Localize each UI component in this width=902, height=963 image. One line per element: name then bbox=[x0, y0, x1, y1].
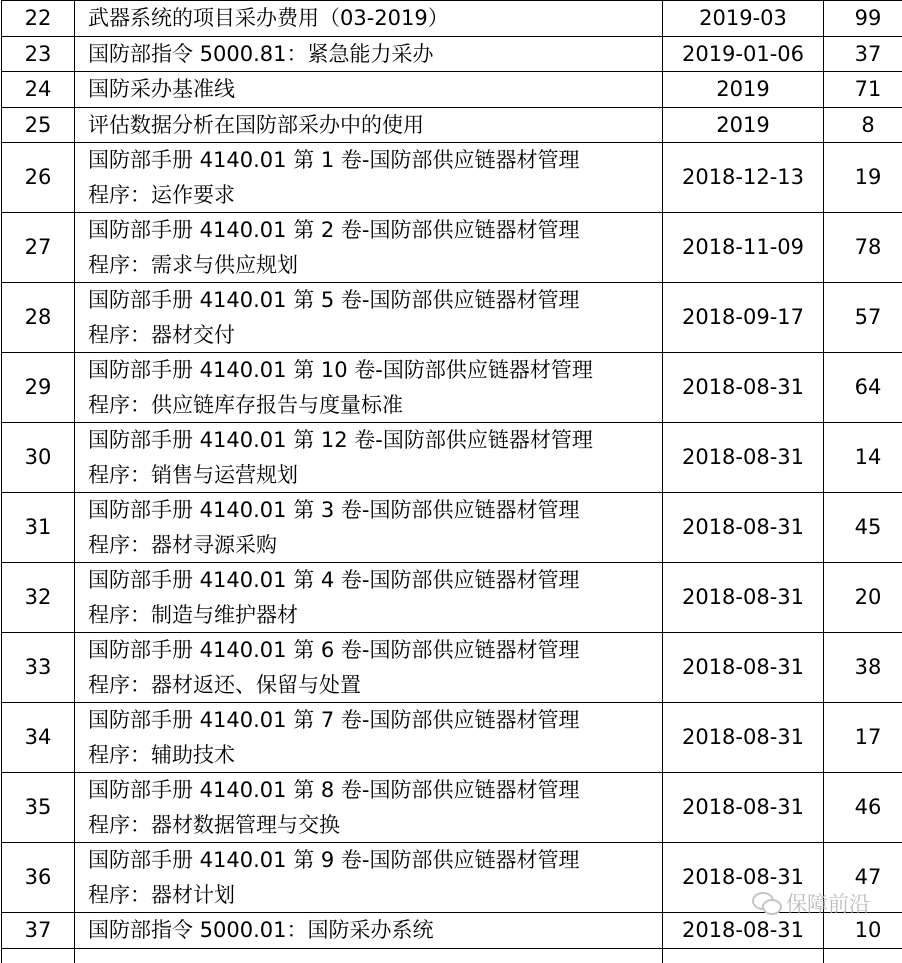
title-cell: 国防部手册 4140.01 第 2 卷-国防部供应链器材管理 程序：需求与供应规划 bbox=[75, 213, 663, 283]
table-row bbox=[2, 423, 902, 493]
pages-cell: 46 bbox=[824, 773, 902, 843]
table-row bbox=[2, 633, 902, 703]
row-number-cell: 28 bbox=[2, 283, 75, 353]
pages-cell: 38 bbox=[824, 633, 902, 703]
date-cell: 2018-08-31 bbox=[663, 563, 824, 633]
table-row bbox=[2, 143, 902, 213]
row-number-cell: 32 bbox=[2, 563, 75, 633]
pages-cell: 45 bbox=[824, 493, 902, 563]
title-cell: 国防采办基准线 bbox=[75, 72, 663, 108]
title-cell: 国防部手册 4140.01 第 10 卷-国防部供应链器材管理 程序：供应链库存报告与度量标准 bbox=[75, 353, 663, 423]
table-row bbox=[2, 773, 902, 843]
empty-cell bbox=[824, 948, 902, 963]
pages-cell: 8 bbox=[824, 107, 902, 143]
date-cell: 2018-08-31 bbox=[663, 843, 824, 913]
title-cell: 国防部手册 4140.01 第 3 卷-国防部供应链器材管理 程序：器材寻源采购 bbox=[75, 493, 663, 563]
title-cell: 武器系统的项目采办费用（03-2019） bbox=[75, 1, 663, 37]
table-body bbox=[2, 1, 902, 963]
empty-cell bbox=[75, 948, 663, 963]
row-number-cell: 23 bbox=[2, 36, 75, 72]
pages-cell: 71 bbox=[824, 72, 902, 108]
date-cell: 2019-03 bbox=[663, 1, 824, 37]
title-cell: 国防部手册 4140.01 第 9 卷-国防部供应链器材管理 程序：器材计划 bbox=[75, 843, 663, 913]
date-cell: 2019 bbox=[663, 72, 824, 108]
row-number-cell: 35 bbox=[2, 773, 75, 843]
date-cell: 2018-08-31 bbox=[663, 703, 824, 773]
row-number-cell: 33 bbox=[2, 633, 75, 703]
date-cell: 2019 bbox=[663, 107, 824, 143]
table-row bbox=[2, 493, 902, 563]
pages-cell: 37 bbox=[824, 36, 902, 72]
date-cell: 2018-08-31 bbox=[663, 423, 824, 493]
pages-cell: 19 bbox=[824, 143, 902, 213]
title-cell: 评估数据分析在国防部采办中的使用 bbox=[75, 107, 663, 143]
title-cell: 国防部手册 4140.01 第 1 卷-国防部供应链器材管理 程序：运作要求 bbox=[75, 143, 663, 213]
table-row bbox=[2, 353, 902, 423]
pages-cell: 99 bbox=[824, 1, 902, 37]
row-number-cell: 31 bbox=[2, 493, 75, 563]
document-table bbox=[1, 0, 902, 963]
date-cell: 2018-12-13 bbox=[663, 143, 824, 213]
pages-cell: 10 bbox=[824, 913, 902, 949]
title-cell: 国防部指令 5000.81：紧急能力采办 bbox=[75, 36, 663, 72]
table-row bbox=[2, 107, 902, 143]
table-row bbox=[2, 72, 902, 108]
title-cell: 国防部手册 4140.01 第 7 卷-国防部供应链器材管理 程序：辅助技术 bbox=[75, 703, 663, 773]
title-cell: 国防部手册 4140.01 第 4 卷-国防部供应链器材管理 程序：制造与维护器材 bbox=[75, 563, 663, 633]
table-row bbox=[2, 36, 902, 72]
pages-cell: 57 bbox=[824, 283, 902, 353]
wechat-icon bbox=[752, 890, 782, 916]
watermark bbox=[752, 888, 870, 918]
pages-cell: 47 bbox=[824, 843, 902, 913]
date-cell: 2019-01-06 bbox=[663, 36, 824, 72]
watermark-text: 保障前沿 bbox=[786, 888, 870, 918]
empty-cell bbox=[2, 948, 75, 963]
title-cell: 国防部手册 4140.01 第 6 卷-国防部供应链器材管理 程序：器材返还、保留与处置 bbox=[75, 633, 663, 703]
date-cell: 2018-08-31 bbox=[663, 353, 824, 423]
date-cell: 2018-11-09 bbox=[663, 213, 824, 283]
date-cell: 2018-08-31 bbox=[663, 633, 824, 703]
table-row bbox=[2, 703, 902, 773]
table-row-partial bbox=[2, 948, 902, 963]
row-number-cell: 29 bbox=[2, 353, 75, 423]
table-row bbox=[2, 1, 902, 37]
table-row bbox=[2, 563, 902, 633]
row-number-cell: 34 bbox=[2, 703, 75, 773]
date-cell: 2018-09-17 bbox=[663, 283, 824, 353]
row-number-cell: 37 bbox=[2, 913, 75, 949]
row-number-cell: 25 bbox=[2, 107, 75, 143]
title-cell: 国防部指令 5000.01：国防采办系统 bbox=[75, 913, 663, 949]
pages-cell: 64 bbox=[824, 353, 902, 423]
row-number-cell: 24 bbox=[2, 72, 75, 108]
title-cell: 国防部手册 4140.01 第 8 卷-国防部供应链器材管理 程序：器材数据管理与交换 bbox=[75, 773, 663, 843]
pages-cell: 78 bbox=[824, 213, 902, 283]
title-cell: 国防部手册 4140.01 第 5 卷-国防部供应链器材管理 程序：器材交付 bbox=[75, 283, 663, 353]
date-cell: 2018-08-31 bbox=[663, 773, 824, 843]
row-number-cell: 26 bbox=[2, 143, 75, 213]
date-cell: 2018-08-31 bbox=[663, 913, 824, 949]
row-number-cell: 36 bbox=[2, 843, 75, 913]
row-number-cell: 22 bbox=[2, 1, 75, 37]
date-cell: 2018-08-31 bbox=[663, 493, 824, 563]
table-row bbox=[2, 213, 902, 283]
empty-cell bbox=[663, 948, 824, 963]
table-row bbox=[2, 283, 902, 353]
pages-cell: 17 bbox=[824, 703, 902, 773]
pages-cell: 14 bbox=[824, 423, 902, 493]
pages-cell: 20 bbox=[824, 563, 902, 633]
row-number-cell: 27 bbox=[2, 213, 75, 283]
title-cell: 国防部手册 4140.01 第 12 卷-国防部供应链器材管理 程序：销售与运营规划 bbox=[75, 423, 663, 493]
row-number-cell: 30 bbox=[2, 423, 75, 493]
